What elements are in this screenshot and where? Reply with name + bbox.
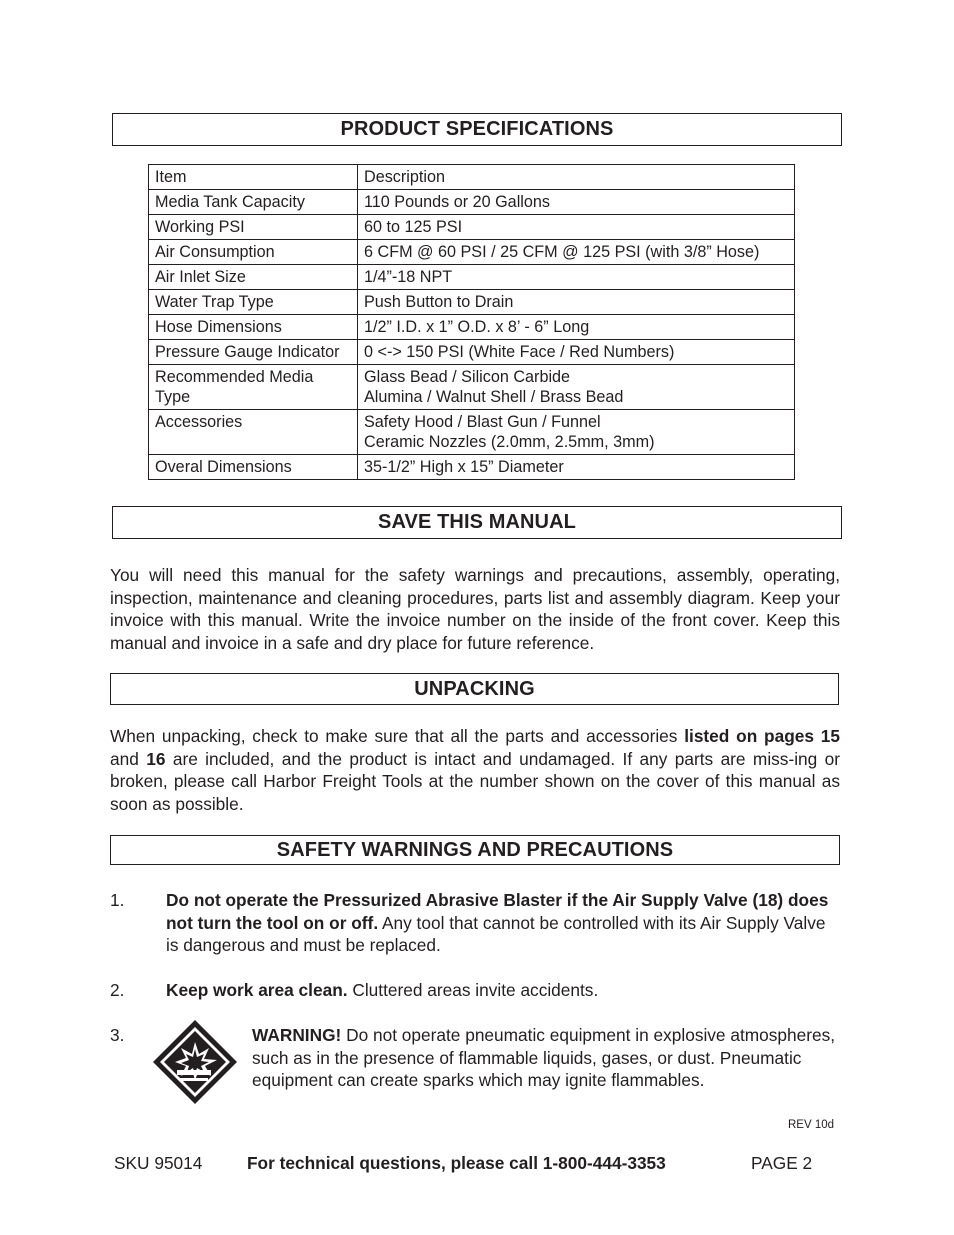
unpacking-text: are included, and the product is intact and undamaged. If any parts are miss-ing or broken, please call Harbor Freight Tools at the number shown on the cover of this manual as soon as possible. bbox=[110, 748, 840, 814]
unpacking-pages-bold: listed on pages 15 bbox=[684, 726, 840, 746]
footer-page-number: PAGE 2 bbox=[751, 1153, 813, 1173]
table-cell-item: Air Inlet Size bbox=[149, 265, 358, 290]
table-cell-description: 1/2” I.D. x 1” O.D. x 8’ - 6” Long bbox=[358, 315, 795, 340]
table-cell-description: 1/4”-18 NPT bbox=[358, 265, 795, 290]
safety-item-text: Do not operate pneumatic equipment in explosive atmospheres, such as in the presence of flammable liquids, gases, or dust. Pneumatic equipment can create sparks which may ignite flammables. bbox=[252, 1025, 836, 1090]
safety-item bbox=[166, 889, 838, 957]
table-cell-description: 0 <-> 150 PSI (White Face / Red Numbers) bbox=[358, 340, 795, 365]
table-row bbox=[149, 240, 795, 265]
save-this-manual-heading: SAVE THIS MANUAL bbox=[112, 506, 842, 539]
unpacking-heading: UNPACKING bbox=[110, 673, 839, 705]
table-row bbox=[149, 215, 795, 240]
safety-item-text: Any tool that cannot be controlled with its Air Supply Valve is dangerous and must be replaced. bbox=[166, 912, 826, 955]
table-row bbox=[149, 455, 795, 480]
safety-item-bold: Keep work area clean. bbox=[166, 980, 348, 1000]
table-header-cell: Item bbox=[149, 165, 358, 190]
unpacking-text: and bbox=[110, 748, 147, 769]
table-header-cell: Description bbox=[358, 165, 795, 190]
table-cell-item: Recommended Media Type bbox=[149, 365, 358, 410]
unpacking-text: When unpacking, check to make sure that all the parts and accessories bbox=[110, 726, 685, 746]
table-row bbox=[149, 190, 795, 215]
table-cell-description: 60 to 125 PSI bbox=[358, 215, 795, 240]
save-manual-paragraph: You will need this manual for the safety warnings and precautions, assembly, operating, inspection, maintenance and cleaning procedures, parts list and assembly diagram. Keep your invoice with this manual. Write the invoice number on the inside of the front cover. Keep this manual and invoice in a safe and dry place for future reference. bbox=[110, 565, 840, 653]
table-cell-description: 6 CFM @ 60 PSI / 25 CFM @ 125 PSI (with 3/8” Hose) bbox=[358, 240, 795, 265]
description-line: Alumina / Walnut Shell / Brass Bead bbox=[364, 388, 624, 406]
product-specifications-heading: PRODUCT SPECIFICATIONS bbox=[112, 113, 842, 146]
table-cell-item: Overal Dimensions bbox=[149, 455, 358, 480]
unpacking-page-bold: 16 bbox=[146, 748, 166, 769]
table-cell-item: Pressure Gauge Indicator bbox=[149, 340, 358, 365]
table-cell-description: Push Button to Drain bbox=[358, 290, 795, 315]
description-line: Ceramic Nozzles (2.0mm, 2.5mm, 3mm) bbox=[364, 433, 655, 451]
table-cell-item: Hose Dimensions bbox=[149, 315, 358, 340]
table-row bbox=[149, 340, 795, 365]
list-number: 3. bbox=[110, 1025, 125, 1045]
table-cell-description: 35-1/2” High x 15” Diameter bbox=[358, 455, 795, 480]
table-cell-item: Media Tank Capacity bbox=[149, 190, 358, 215]
revision-label: REV 10d bbox=[788, 1119, 835, 1131]
table-row bbox=[149, 315, 795, 340]
specifications-table bbox=[148, 164, 795, 480]
table-cell-description bbox=[358, 410, 795, 455]
safety-warnings-heading: SAFETY WARNINGS AND PRECAUTIONS bbox=[110, 835, 840, 865]
list-number: 2. bbox=[110, 980, 125, 1000]
safety-item-bold: Do not operate the Pressurized Abrasive Blaster if the Air Supply Valve (18) does not turn the tool on or off. bbox=[166, 890, 829, 933]
safety-item bbox=[252, 1024, 838, 1092]
table-row bbox=[149, 290, 795, 315]
safety-item-text: Cluttered areas invite accidents. bbox=[347, 980, 599, 1000]
table-row bbox=[149, 365, 795, 410]
table-header-row bbox=[149, 165, 795, 190]
table-cell-item: Accessories bbox=[149, 410, 358, 455]
explosion-warning-icon bbox=[151, 1018, 239, 1106]
description-line: Glass Bead / Silicon Carbide bbox=[364, 368, 571, 386]
warning-label: WARNING! bbox=[252, 1025, 342, 1045]
unpacking-paragraph bbox=[110, 725, 840, 815]
footer-sku: SKU 95014 bbox=[114, 1153, 203, 1173]
description-line: Safety Hood / Blast Gun / Funnel bbox=[364, 413, 601, 431]
table-cell-item: Water Trap Type bbox=[149, 290, 358, 315]
table-cell-item: Working PSI bbox=[149, 215, 358, 240]
table-cell-item: Air Consumption bbox=[149, 240, 358, 265]
table-cell-description: 110 Pounds or 20 Gallons bbox=[358, 190, 795, 215]
footer-tech-support: For technical questions, please call 1-800-444-3353 bbox=[247, 1153, 666, 1173]
safety-item bbox=[166, 979, 838, 1002]
table-row bbox=[149, 265, 795, 290]
table-row bbox=[149, 410, 795, 455]
list-number: 1. bbox=[110, 890, 125, 910]
table-cell-description bbox=[358, 365, 795, 410]
